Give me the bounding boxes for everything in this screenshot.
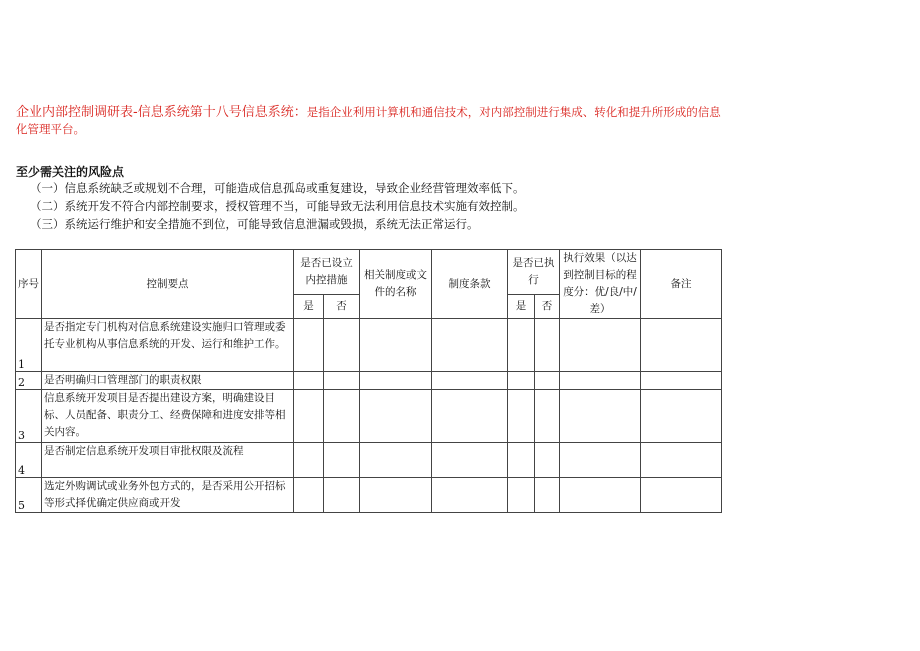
cell-executed-yes[interactable]	[508, 443, 535, 478]
page-title	[16, 104, 724, 138]
cell-executed-yes[interactable]	[508, 319, 535, 372]
cell-remark[interactable]	[641, 319, 722, 372]
header-related-docs: 相关制度或文件的名称	[360, 250, 432, 319]
cell-effect[interactable]	[560, 390, 641, 443]
cell-related-docs[interactable]	[360, 372, 432, 390]
row-control-point: 是否指定专门机构对信息系统建设实施归口管理或委托专业机构从事信息系统的开发、运行和维护工作。	[42, 319, 294, 372]
cell-executed-no[interactable]	[535, 478, 560, 513]
cell-effect[interactable]	[560, 478, 641, 513]
cell-remark[interactable]	[641, 372, 722, 390]
cell-related-docs[interactable]	[360, 319, 432, 372]
cell-established-yes[interactable]	[294, 319, 324, 372]
cell-clause[interactable]	[432, 390, 508, 443]
cell-established-yes[interactable]	[294, 372, 324, 390]
cell-related-docs[interactable]	[360, 478, 432, 513]
header-effect: 执行效果（以达到控制目标的程度分：优/良/中/差）	[560, 250, 641, 319]
table-row	[16, 390, 722, 443]
cell-established-no[interactable]	[324, 443, 360, 478]
row-control-point: 是否制定信息系统开发项目审批权限及流程	[42, 443, 294, 478]
cell-clause[interactable]	[432, 372, 508, 390]
cell-executed-no[interactable]	[535, 319, 560, 372]
cell-remark[interactable]	[641, 478, 722, 513]
table-row	[16, 372, 722, 390]
header-executed-yes: 是	[508, 295, 535, 319]
header-executed: 是否已执行	[508, 250, 560, 295]
row-control-point: 是否明确归口管理部门的职责权限	[42, 372, 294, 390]
header-control-point: 控制要点	[42, 250, 294, 319]
cell-executed-yes[interactable]	[508, 478, 535, 513]
cell-established-no[interactable]	[324, 478, 360, 513]
cell-clause[interactable]	[432, 319, 508, 372]
row-number: 4	[16, 443, 42, 478]
cell-established-yes[interactable]	[294, 443, 324, 478]
title-description: 是指企业利用计算机和通信技术，对内部控制进行集成、转化和提升所形成的信息化管理平台。	[16, 105, 721, 136]
cell-established-yes[interactable]	[294, 390, 324, 443]
cell-established-no[interactable]	[324, 319, 360, 372]
row-control-point: 信息系统开发项目是否提出建设方案，明确建设目标、人员配备、职责分工、经费保障和进度安排等相关内容。	[42, 390, 294, 443]
cell-executed-no[interactable]	[535, 443, 560, 478]
row-number: 5	[16, 478, 42, 513]
cell-executed-no[interactable]	[535, 372, 560, 390]
cell-effect[interactable]	[560, 443, 641, 478]
row-number: 3	[16, 390, 42, 443]
cell-related-docs[interactable]	[360, 390, 432, 443]
cell-effect[interactable]	[560, 372, 641, 390]
control-table	[15, 249, 722, 513]
cell-established-no[interactable]	[324, 390, 360, 443]
cell-established-no[interactable]	[324, 372, 360, 390]
row-control-point: 选定外购调试或业务外包方式的，是否采用公开招标等形式择优确定供应商或开发	[42, 478, 294, 513]
header-executed-no: 否	[535, 295, 560, 319]
cell-clause[interactable]	[432, 478, 508, 513]
table-row	[16, 478, 722, 513]
cell-related-docs[interactable]	[360, 443, 432, 478]
header-established-no: 否	[324, 295, 360, 319]
header-established-yes: 是	[294, 295, 324, 319]
risk-item-1: （一）信息系统缺乏或规划不合理，可能造成信息孤岛或重复建设，导致企业经营管理效率低下。	[30, 181, 525, 195]
table-row	[16, 319, 722, 372]
risk-heading: 至少需关注的风险点	[16, 165, 125, 179]
cell-effect[interactable]	[560, 319, 641, 372]
cell-executed-yes[interactable]	[508, 372, 535, 390]
title-heading: 企业内部控制调研表-信息系统第十八号信息系统：	[16, 105, 307, 120]
row-number: 1	[16, 319, 42, 372]
risk-item-2: （二）系统开发不符合内部控制要求，授权管理不当，可能导致无法利用信息技术实施有效控制。	[30, 199, 525, 213]
cell-clause[interactable]	[432, 443, 508, 478]
risk-item-3: （三）系统运行维护和安全措施不到位，可能导致信息泄漏或毁损，系统无法正常运行。	[30, 217, 479, 231]
cell-executed-no[interactable]	[535, 390, 560, 443]
table-row	[16, 443, 722, 478]
header-clause: 制度条款	[432, 250, 508, 319]
header-remark: 备注	[641, 250, 722, 319]
cell-established-yes[interactable]	[294, 478, 324, 513]
row-number: 2	[16, 372, 42, 390]
cell-executed-yes[interactable]	[508, 390, 535, 443]
cell-remark[interactable]	[641, 443, 722, 478]
header-established: 是否已设立内控措施	[294, 250, 360, 295]
cell-remark[interactable]	[641, 390, 722, 443]
header-seq: 序号	[16, 250, 42, 319]
